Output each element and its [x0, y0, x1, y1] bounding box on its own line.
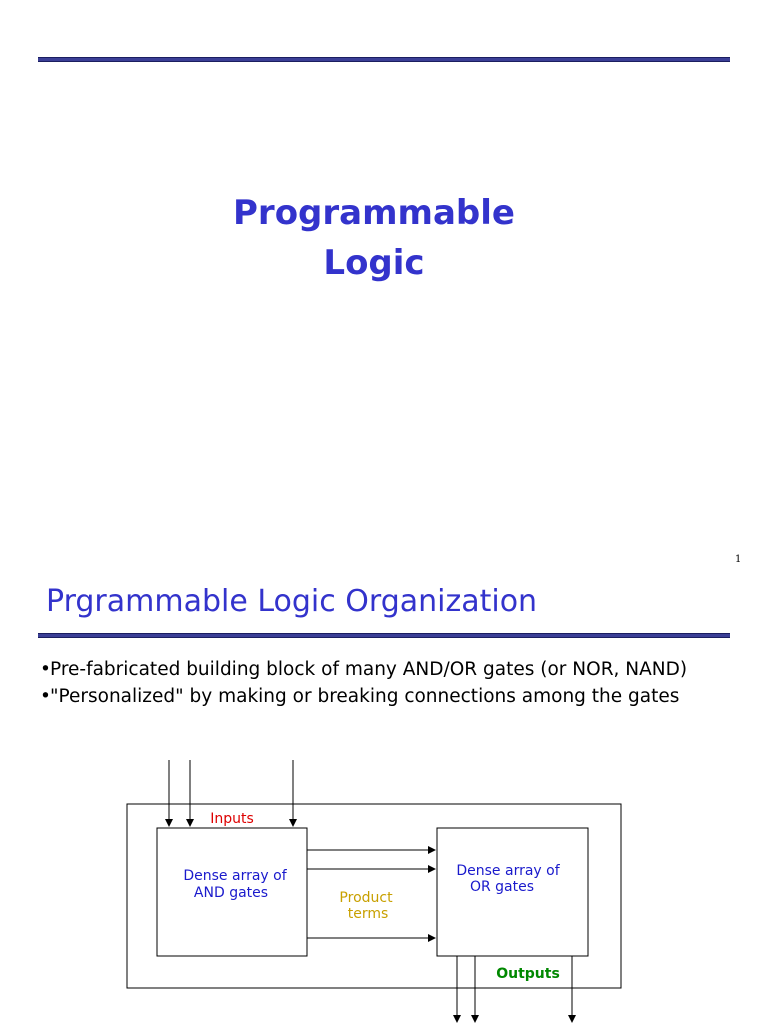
inputs-label: Inputs [210, 811, 254, 827]
title-underline-rule [38, 633, 730, 638]
product-terms-label-line1: Product [339, 890, 393, 906]
slide1-title-line1: Programmable [233, 193, 515, 233]
or-array-label-line2: OR gates [469, 879, 535, 895]
bullet-item [40, 659, 750, 680]
pla-block-diagram [0, 740, 768, 1024]
bullet-dot: • [40, 686, 51, 707]
bullet-dot: • [40, 659, 51, 680]
page-number: 1 [735, 554, 742, 565]
bullet-text: "Personalized" by making or breaking connections among the gates [50, 686, 680, 707]
product-terms-label-line2: terms [347, 906, 389, 922]
and-array-label-line2: AND gates [193, 885, 269, 901]
bullet-text: Pre-fabricated building block of many AND/OR gates (or NOR, NAND) [50, 659, 688, 680]
and-array-label-line1: Dense array of [183, 868, 287, 884]
bullet-item [40, 686, 750, 707]
top-rule [38, 57, 730, 62]
slide2-title: Prgrammable Logic Organization [46, 584, 538, 619]
bullet-list [40, 659, 750, 713]
slide1-title-line2: Logic [323, 243, 425, 283]
slide1-title [0, 188, 748, 288]
or-array-label-line1: Dense array of [456, 863, 560, 879]
outputs-label: Outputs [496, 966, 560, 982]
